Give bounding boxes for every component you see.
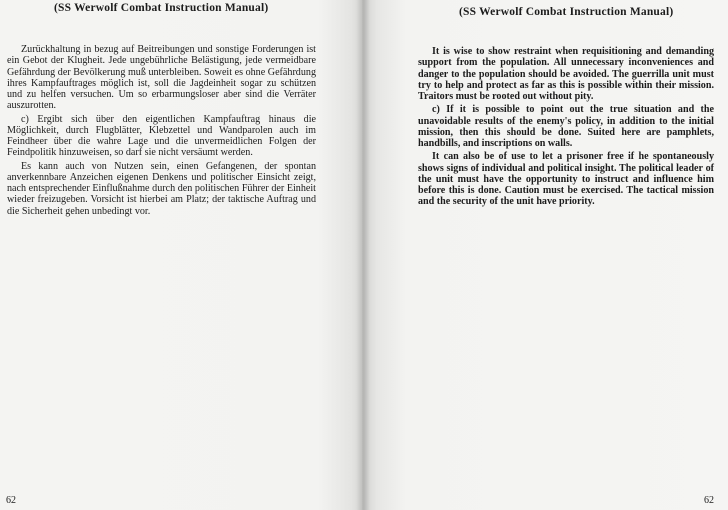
right-page-body (418, 46, 714, 210)
right-paragraph: c) If it is possible to point out the true situation and the unavoidable results of the enemy's policy, in addition to the initial mission, then this should be done. Suited here are pamphlets, handbills, and inscriptions on walls. (418, 104, 714, 149)
left-page-body (7, 44, 316, 219)
left-page (0, 0, 362, 510)
left-paragraph: c) Ergibt sich über den eigentlichen Kampfauftrag hinaus die Möglichkeit, durch Flugblätter, Klebzettel und Wandparolen auch im Feindheer über die wahre Lage und die unvermeidlichen Folgen der Feindpolitik hinzuweisen, so darf sie nicht versäumt werden. (7, 113, 316, 159)
left-paragraph: Es kann auch von Nutzen sein, einen Gefangenen, der spontan anverkennbare Anzeichen eigenen Denkens und politischer Einsicht zeigt, nach entsprechender Einflußnahme durch den politischen Führer der Einheit wieder freizugeben. Vorsicht ist hierbei am Platz; der taktische Auftrag und die Sicherheit gehen unbedingt vor. (7, 160, 316, 217)
left-page-header: (SS Werwolf Combat Instruction Manual) (54, 2, 269, 14)
right-page-header: (SS Werwolf Combat Instruction Manual) (459, 6, 674, 18)
left-paragraph: Zurückhaltung in bezug auf Beitreibungen und sonstige Forderungen ist ein Gebot der Klugheit. Jede ungebührliche Belästigung, jede vermeidbare Gefährdung der Bevölkerung muß unterbleiben. Soweit es ohne Gefährdung ihres Kampfauftrages möglich ist, soll die Jagdeinheit sogar zu schützen und zu helfen versuchen. Um so erbarmungsloser aber sind die Verräter auszurotten. (7, 44, 316, 112)
right-page-number: 62 (704, 495, 714, 506)
right-paragraph: It can also be of use to let a prisoner free if he spontaneously shows signs of individual and political insight. The political leader of the unit must have the opportunity to instruct and influence him before this is done. Caution must be exercised. The tactical mission and the security of the unit have priority. (418, 151, 714, 208)
left-page-number: 62 (6, 495, 16, 506)
right-paragraph: It is wise to show restraint when requisitioning and demanding support from the population. All unnecessary inconveniences and danger to the population should be avoided. The guerrilla unit must try to help and protect as far as this is possible within their mission. Traitors must be rooted out without pity. (418, 46, 714, 102)
right-page (362, 0, 728, 510)
book-gutter-shadow (356, 0, 370, 510)
